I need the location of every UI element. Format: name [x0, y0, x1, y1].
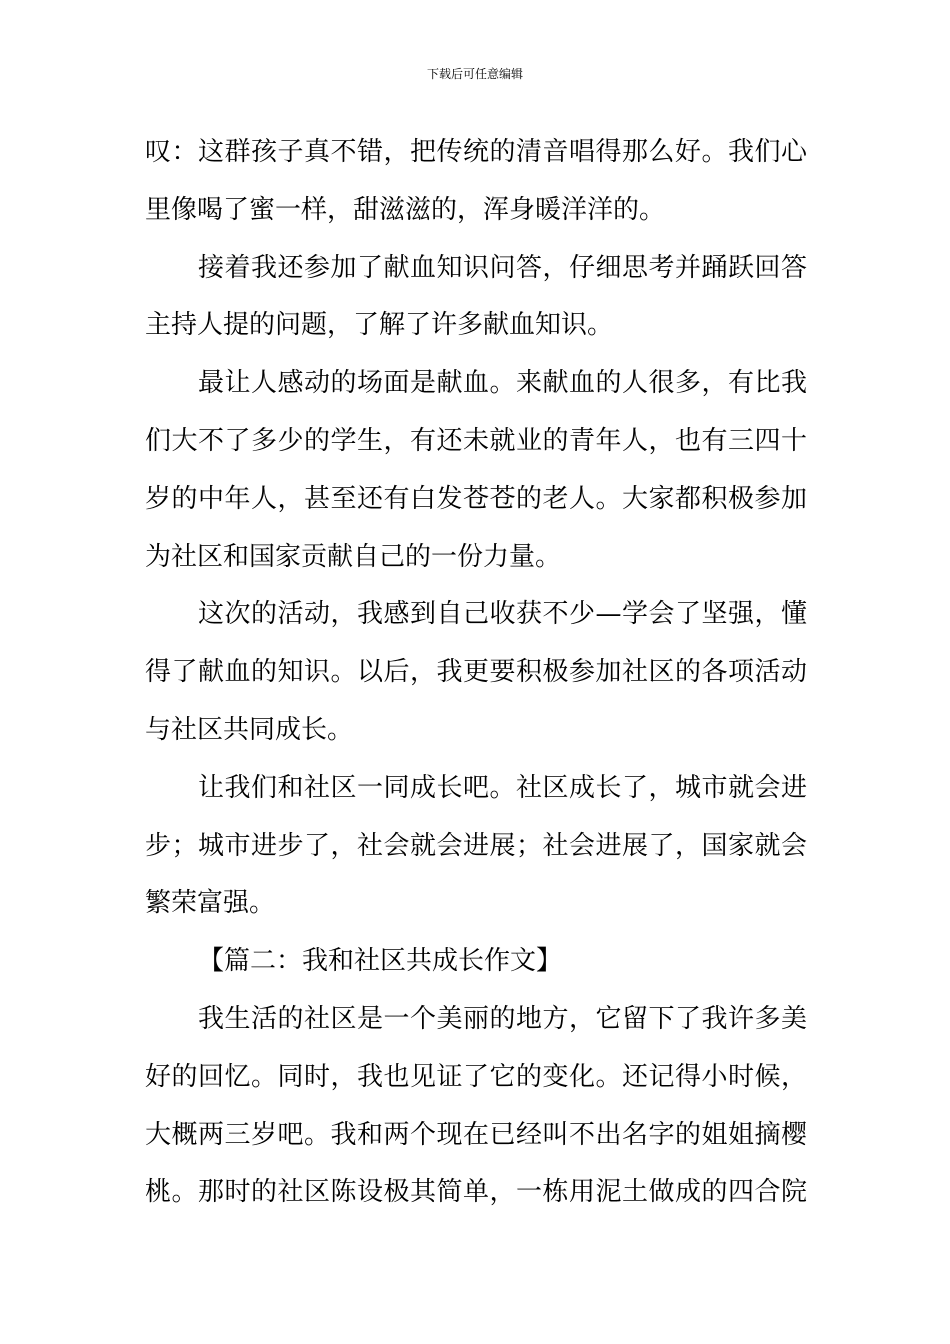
document-body [145, 124, 807, 1222]
paragraph-line: 最让人感动的场面是献血。来献血的人很多，有比我 [198, 368, 807, 399]
section-heading: 【篇二：我和社区共成长作文】 [198, 946, 563, 977]
paragraph-line: 繁荣富强。 [145, 888, 276, 919]
paragraph-line: 们大不了多少的学生，有还未就业的青年人，也有三四十 [145, 425, 807, 456]
paragraph-line: 好的回忆。同时，我也见证了它的变化。还记得小时候， [145, 1061, 807, 1092]
paragraph-line: 主持人提的问题，了解了许多献血知识。 [145, 310, 614, 341]
paragraph-line: 与社区共同成长。 [145, 714, 354, 745]
paragraph-line: 大概两三岁吧。我和两个现在已经叫不出名字的姐姐摘樱 [145, 1119, 807, 1150]
paragraph-line: 得了献血的知识。以后，我更要积极参加社区的各项活动 [145, 657, 807, 688]
paragraph-line: 让我们和社区一同成长吧。社区成长了，城市就会进 [198, 772, 807, 803]
paragraph-line: 叹：这群孩子真不错，把传统的清音唱得那么好。我们心 [145, 137, 807, 167]
paragraph-line: 接着我还参加了献血知识问答，仔细思考并踊跃回答 [198, 252, 807, 283]
paragraph-line: 为社区和国家贡献自己的一份力量。 [145, 541, 562, 572]
paragraph-line: 步；城市进步了，社会就会进展；社会进展了，国家就会 [145, 830, 807, 861]
paragraph-line: 这次的活动，我感到自己收获不少—学会了坚强，懂 [198, 599, 807, 630]
paragraph-line: 里像喝了蜜一样，甜滋滋的，浑身暖洋洋的。 [145, 194, 666, 225]
paragraph-line: 桃。那时的社区陈设极其简单，一栋用泥土做成的四合院 [145, 1177, 807, 1208]
page-header-note: 下载后可任意编辑 [426, 67, 523, 81]
paragraph-line: 岁的中年人，甚至还有白发苍苍的老人。大家都积极参加 [145, 483, 807, 514]
paragraph-line: 我生活的社区是一个美丽的地方，它留下了我许多美 [198, 1003, 807, 1034]
